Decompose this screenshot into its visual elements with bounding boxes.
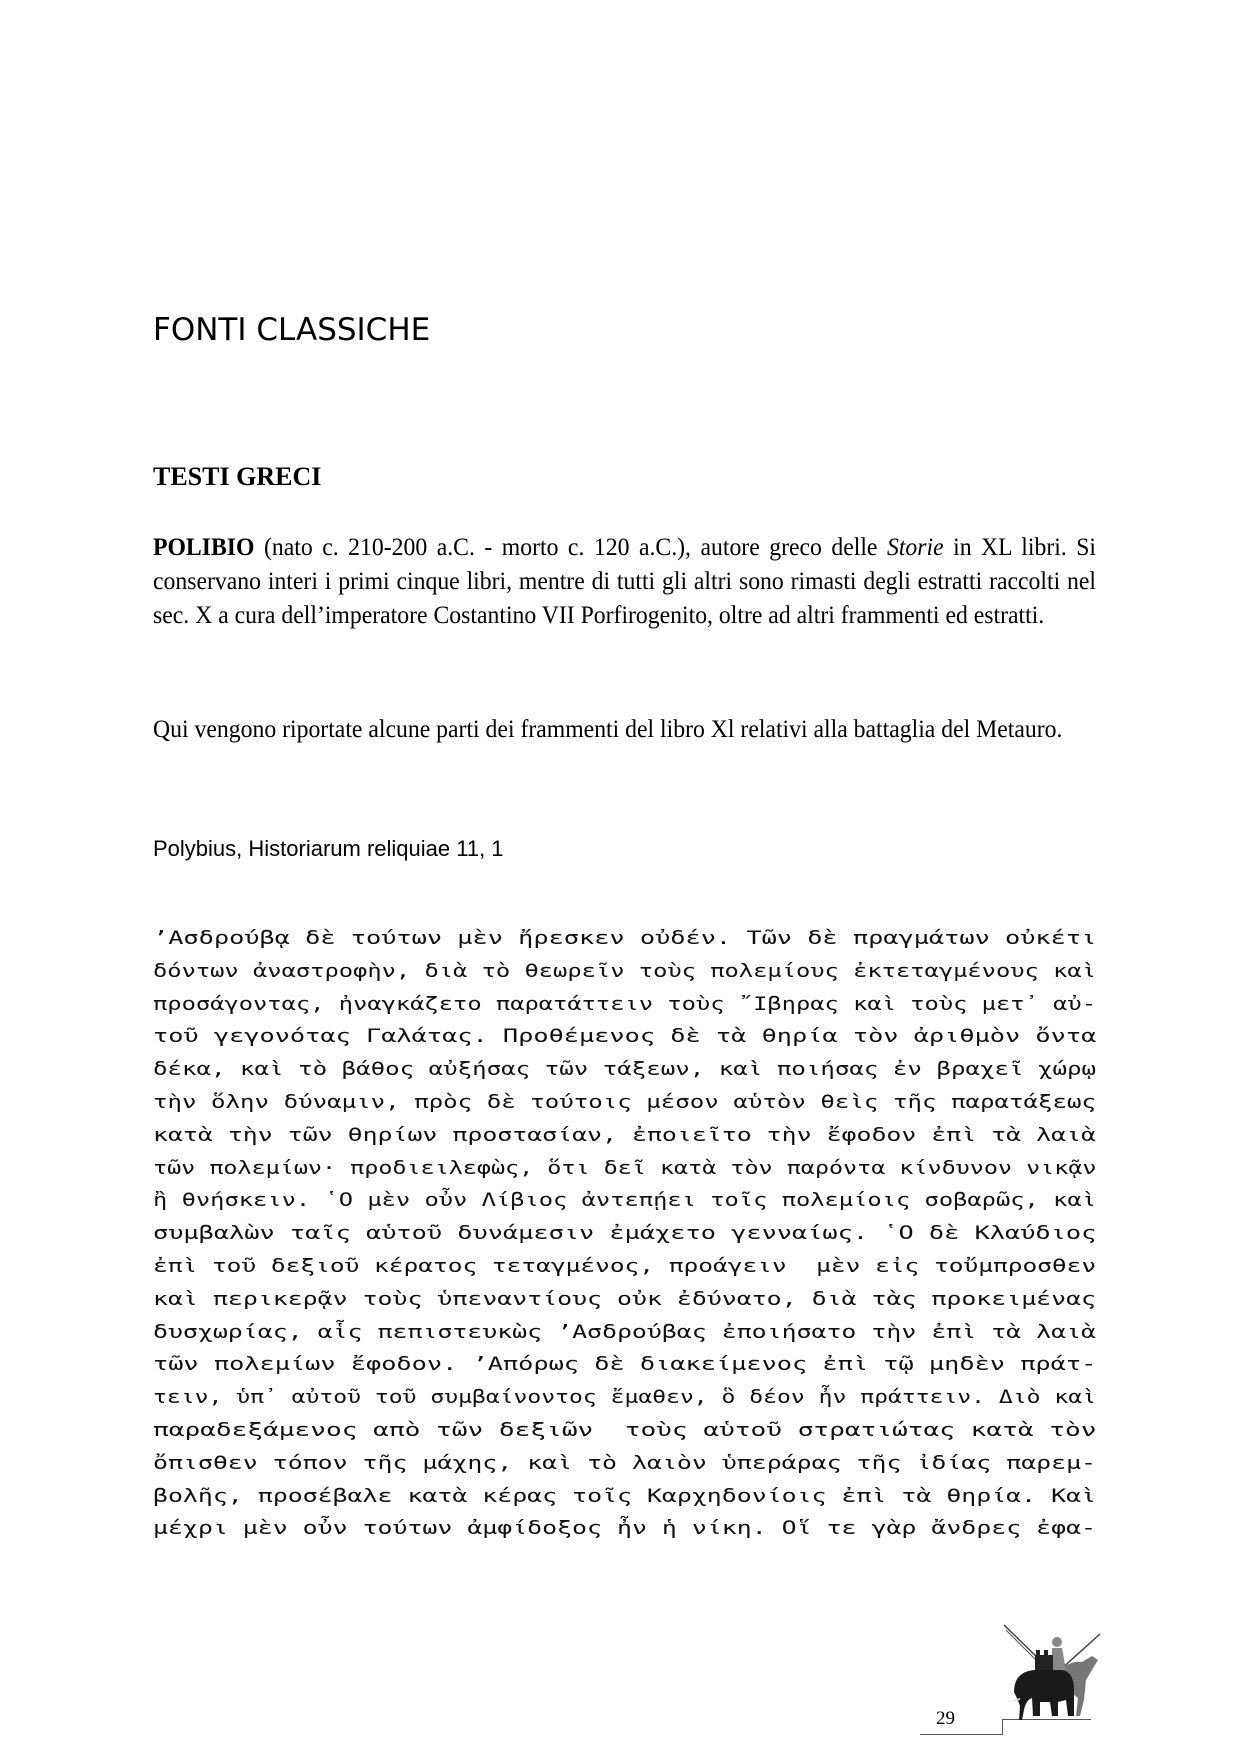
greek-line: δυσχωρίας, αἷς πεπιστευκὼς ’Ασδρούβας ἐποιήσατο τὴν ἐπὶ τὰ λαιὰ xyxy=(153,1320,1096,1343)
work-title: Storie xyxy=(886,532,944,561)
intro-text-2: in XL libri. Si conservano interi i primi cinque libri, mentre di tutti gli altri sono rimasti degli estratti raccolti nel sec. X a cura dell’imperatore Costantino VII Porfirogenito, oltre ad altri frammenti ed estratti. xyxy=(153,532,1097,629)
page-number: 29 xyxy=(936,1708,955,1729)
section-title: TESTI GRECI xyxy=(153,462,322,491)
intro-paragraph xyxy=(153,530,1096,632)
greek-line: κατὰ τὴν τῶν θηρίων προστασίαν, ἐποιεῖτο τὴν ἔφοδον ἐπὶ τὰ λαιὰ xyxy=(153,1123,1096,1146)
greek-line: παραδεξάμενος απὸ τῶν δεξιῶν τοὺς αὑτοῦ στρατιώτας κατὰ τὸν xyxy=(153,1418,1097,1441)
author-name: POLIBIO xyxy=(153,532,255,561)
greek-line: τὴν ὅλην δύναμιν, πρὸς δὲ τούτοις μέσον αὑτὸν θεὶς τῆς παρατάξεως xyxy=(153,1090,1096,1113)
page-footer xyxy=(920,1600,1120,1740)
greek-line: καὶ περικερᾷν τοὺς ὑπεναντίους οὐκ ἐδύνατο, διὰ τὰς προκειμένας xyxy=(153,1287,1096,1310)
greek-line: τῶν πολεμίων· προδιειλεφὼς, ὅτι δεῖ κατὰ τὸν παρόντα κίνδυνον νικᾷν xyxy=(153,1156,1097,1179)
greek-line: τοῦ γεγονότας Γαλάτας. Προθέμενος δὲ τὰ θηρία τὸν ἀριθμὸν ὄντα xyxy=(153,1025,1097,1048)
greek-text-block xyxy=(153,922,1096,1545)
greek-line: τειν, ὑπ᾿ αὐτοῦ τοῦ συμβαίνοντος ἔμαθεν, ὃ δέον ἦν πράττειν. Διὸ καὶ xyxy=(153,1386,1096,1409)
greek-line: δέκα, καὶ τὸ βάθος αὐξήσας τῶν τάξεων, καὶ ποιήσας ἐν βραχεῖ χώρῳ xyxy=(153,1058,1096,1081)
greek-line: τῶν πολεμίων ἔφοδον. ’Απόρως δὲ διακείμενος ἐπὶ τῷ μηδὲν πράτ- xyxy=(153,1353,1097,1376)
greek-line: συμβαλὼν ταῖς αὑτοῦ δυνάμεσιν ἐμάχετο γενναίως. ῾Ο δὲ Κλαύδιος xyxy=(153,1222,1097,1245)
greek-line: ἢ θνήσκειν. ῾Ο μὲν οὖν Λίβιος ἀντεπῄει τοῖς πολεμίοις σοβαρῶς, καὶ xyxy=(153,1189,1096,1212)
footer-rule xyxy=(920,1734,1002,1735)
intro-paragraph-2: Qui vengono riportate alcune parti dei frammenti del libro Xl relativi alla battaglia del Metauro. xyxy=(153,714,1063,743)
greek-line: προσάγοντας, ἠναγκάζετο παρατάττειν τοὺς ῎Ιβηρας καὶ τοὺς μετ᾿ αὐ- xyxy=(153,992,1096,1015)
greek-line: μέχρι μὲν οὖν τούτων ἀμφίδοξος ἦν ἡ νίκη. Οἵ τε γὰρ ἄνδρες ἐφα- xyxy=(153,1517,1096,1540)
war-elephant-logo-icon xyxy=(1000,1620,1120,1720)
greek-line: ὄπισθεν τόπον τῆς μάχης, καὶ τὸ λαιὸν ὑπεράρας τῆς ἰδίας παρεμ- xyxy=(153,1451,1096,1474)
greek-line: ’Ασδρούβᾳ δὲ τούτων μὲν ἤρεσκεν οὐδέν. Τῶν δὲ πραγμάτων οὐκέτι xyxy=(153,927,1097,949)
source-reference: Polybius, Historiarum reliquiae 11, 1 xyxy=(153,836,504,861)
intro-text-1: (nato c. 210-200 a.C. - morto c. 120 a.C.), autore greco delle xyxy=(254,532,887,561)
greek-line: ἐπὶ τοῦ δεξιοῦ κέρατος τεταγμένος, προάγειν μὲν εἰς τοὔμπροσθεν xyxy=(153,1254,1097,1277)
greek-line: δόντων ἀναστροφὴν, διὰ τὸ θεωρεῖν τοὺς πολεμίους ἐκτεταγμένους καὶ xyxy=(153,959,1096,982)
footer-rule-step xyxy=(1002,1719,1003,1735)
greek-line: βολῆς, προσέβαλε κατὰ κέρας τοῖς Καρχηδονίοις ἐπὶ τὰ θηρία. Καὶ xyxy=(153,1484,1096,1507)
chapter-title: FONTI CLASSICHE xyxy=(153,312,431,348)
